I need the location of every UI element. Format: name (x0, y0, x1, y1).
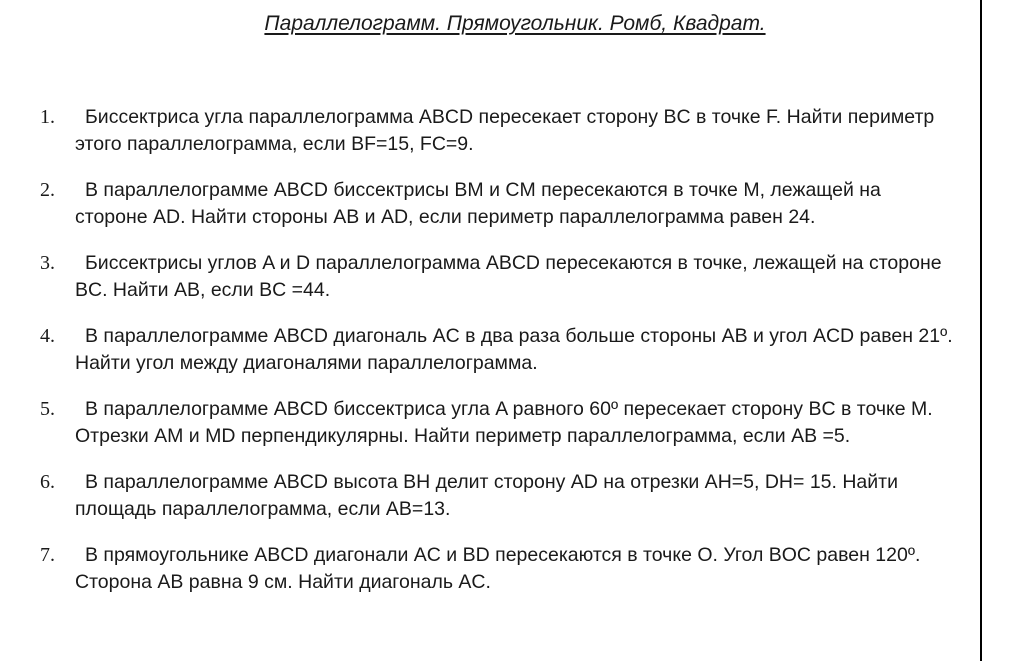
task-number: 2. (40, 179, 55, 201)
task-text: В параллелограмме ABCD высота BH делит сторону AD на отрезки AH=5, DH= 15. Найти площадь параллелограмма, если AB=13. (75, 471, 898, 520)
task-text: В прямоугольнике ABCD диагонали AC и BD пересекаются в точке O. Угол BOC равен 120º. Сторона AB равна 9 см. Найти диагональ AC. (75, 544, 921, 593)
task-item (0, 104, 955, 158)
task-item (0, 396, 955, 450)
task-item (0, 469, 955, 523)
task-text: В параллелограмме ABCD биссектриса угла A равного 60º пересекает сторону BC в точке M. Отрезки AM и MD перпендикулярны. Найти периметр параллелограмма, если AB =5. (75, 398, 933, 447)
task-number: 5. (40, 398, 55, 420)
task-text: В параллелограмме ABCD биссектрисы BM и CM пересекаются в точке M, лежащей на стороне AD. Найти стороны AB и AD, если периметр параллелограмма равен 24. (75, 179, 881, 228)
task-text: Биссектрисы углов A и D параллелограмма ABCD пересекаются в точке, лежащей на стороне BC. Найти AB, если BC =44. (75, 252, 942, 301)
task-number: 7. (40, 544, 55, 566)
document-title: Параллелограмм. Прямоугольник. Ромб, Квадрат. (264, 12, 766, 35)
task-number: 4. (40, 325, 55, 347)
task-list (0, 104, 955, 615)
task-text: В параллелограмме ABCD диагональ AC в два раза больше стороны AB и угол ACD равен 21º. Найти угол между диагоналями параллелограмма. (75, 325, 953, 374)
task-item (0, 542, 955, 596)
task-number: 6. (40, 471, 55, 493)
task-item (0, 177, 955, 231)
task-number: 1. (40, 106, 55, 128)
task-number: 3. (40, 252, 55, 274)
task-text: Биссектриса угла параллелограмма ABCD пересекает сторону BC в точке F. Найти периметр этого параллелограмма, если BF=15, FC=9. (75, 106, 935, 155)
task-item (0, 250, 955, 304)
task-item (0, 323, 955, 377)
